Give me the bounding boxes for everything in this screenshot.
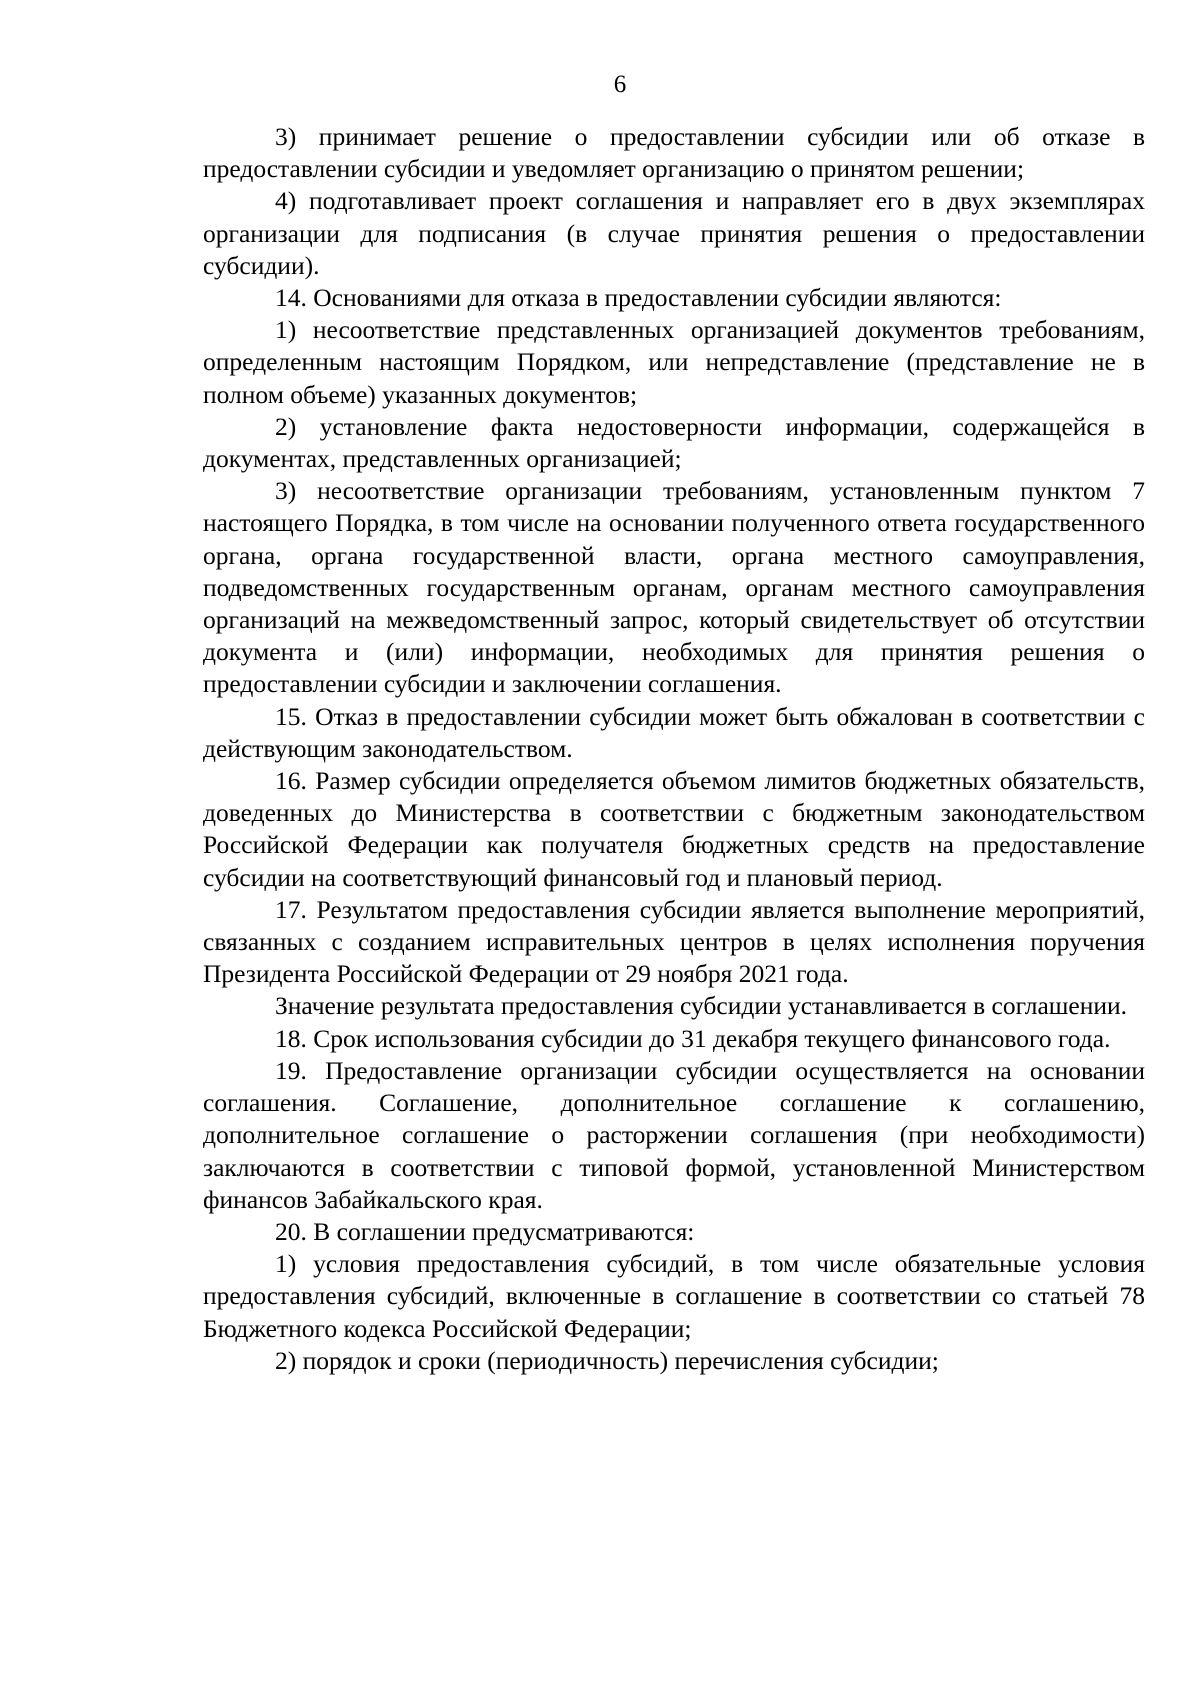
paragraph-16-subsidy-size: 16. Размер субсидии определяется объемом лимитов бюджетных обязательств, доведенных до Министерства в соответствии с бюджетным законодательством Российской Федерации как получателя бюджетных средств на предоставление субсидии на соответствующий финансовый год и плановый период. [203,766,1145,892]
paragraph-19-agreement-basis: 19. Предоставление организации субсидии осуществляется на основании соглашения. Соглашение, дополнительное соглашение к соглашению, дополнительное соглашение о расторжении соглашения (при необходимости) заключаются в соответствии с типовой формой, установленной Министерством финансов Забайкальского края. [203,1055,1145,1214]
paragraph-14-1-document-mismatch: 1) несоответствие представленных организацией документов требованиям, определенным настоящим Порядком, или непредставление (представление не в полном объеме) указанных документов; [203,315,1145,409]
paragraph-14-2-unreliable-info: 2) установление факта недостоверности информации, содержащейся в документах, представленных организацией; [203,411,1145,474]
paragraph-20-1-conditions: 1) условия предоставления субсидий, в том числе обязательные условия предоставления субсидий, включенные в соглашение в соответствии со статьей 78 Бюджетного кодекса Российской Федерации; [203,1249,1145,1343]
page-number: 6 [613,71,627,98]
paragraph-20-agreement-contents: 20. В соглашении предусматриваются: [275,1216,695,1246]
paragraph-20-2-transfer-terms: 2) порядок и сроки (периодичность) перечисления субсидии; [275,1345,939,1375]
paragraph-14-3-requirements-mismatch: 3) несоответствие организации требованиям, установленным пунктом 7 настоящего Порядка, в том числе на основании полученного ответа государственного органа, органа государственной власти, органа местного самоуправления, подведомственных государственным органам, органам местного самоуправления организаций на межведомственный запрос, который свидетельствует об отсутствии документа и (или) информации, необходимых для принятия решения о предоставлении субсидии и заключении соглашения. [203,476,1145,699]
paragraph-14-refusal-grounds: 14. Основаниями для отказа в предоставлении субсидии являются: [275,283,1002,313]
paragraph-item-3-decision: 3) принимает решение о предоставлении субсидии или об отказе в предоставлении субсидии и уведомляет организацию о принятом решении; [203,122,1145,184]
paragraph-item-4-agreement-draft: 4) подготавливает проект соглашения и направляет его в двух экземплярах организации для подписания (в случае принятия решения о предоставлении субсидии). [203,186,1145,280]
paragraph-17-result: 17. Результатом предоставления субсидии является выполнение мероприятий, связанных с созданием исправительных центров в целях исполнения поручения Президента Российской Федерации от 29 ноября 2021 года. [203,894,1145,989]
paragraph-18-usage-term: 18. Срок использования субсидии до 31 декабря текущего финансового года. [275,1023,1111,1053]
paragraph-17-result-value: Значение результата предоставления субсидии устанавливается в соглашении. [275,991,1128,1021]
paragraph-15-appeal: 15. Отказ в предоставлении субсидии может быть обжалован в соответствии с действующим законодательством. [203,701,1145,763]
document-body [203,121,1145,1377]
